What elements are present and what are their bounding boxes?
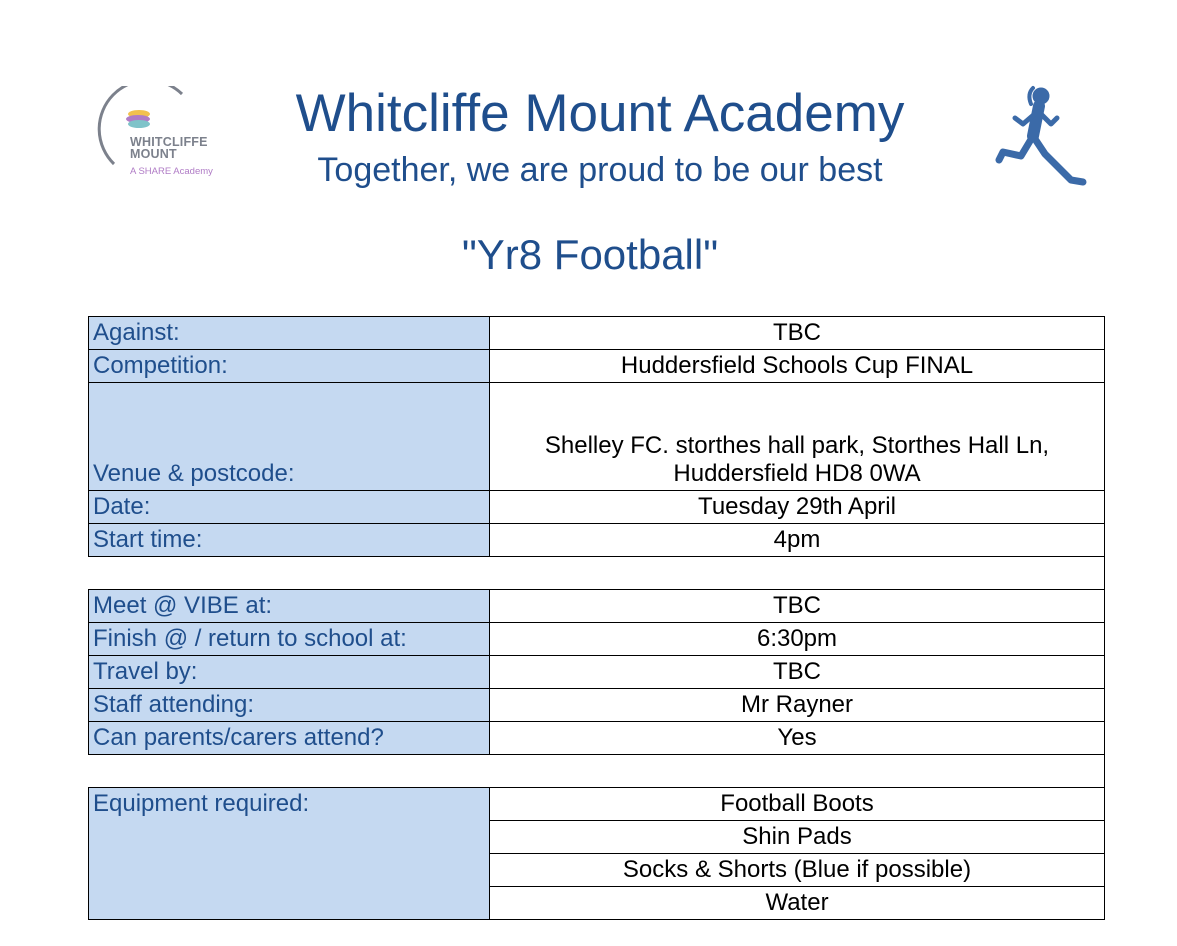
table-row (89, 656, 1105, 689)
label-against: Against: (89, 317, 490, 350)
school-logo (92, 86, 252, 186)
spacer-cell (490, 557, 1105, 590)
school-name: Whitcliffe Mount Academy (295, 84, 905, 143)
equipment-item: Football Boots (490, 788, 1105, 821)
value-staff: Mr Rayner (490, 689, 1105, 722)
runner-icon (993, 84, 1093, 192)
table-row (89, 350, 1105, 383)
label-travel: Travel by: (89, 656, 490, 689)
value-venue (490, 383, 1105, 491)
spacer-cell (89, 755, 490, 788)
spacer-cell (89, 557, 490, 590)
table-row (89, 524, 1105, 557)
label-venue: Venue & postcode: (89, 383, 490, 491)
venue-line-1: Shelley FC. storthes hall park, Storthes Hall Ln, (544, 432, 1050, 459)
value-meet: TBC (490, 590, 1105, 623)
table-row (89, 317, 1105, 350)
label-staff: Staff attending: (89, 689, 490, 722)
equipment-item: Water (490, 887, 1105, 920)
table-row (89, 689, 1105, 722)
logo-subtitle: A SHARE Academy (130, 166, 213, 177)
logo-wordmark: WHITCLIFFE MOUNT (130, 135, 208, 161)
table-row (89, 788, 1105, 821)
event-title: "Yr8 Football" (461, 231, 719, 278)
value-travel: TBC (490, 656, 1105, 689)
table-row (89, 590, 1105, 623)
value-start-time: 4pm (490, 524, 1105, 557)
value-parents: Yes (490, 722, 1105, 755)
venue-line-2: Huddersfield HD8 0WA (673, 460, 921, 487)
spacer-cell (490, 755, 1105, 788)
table-row (89, 383, 1105, 491)
label-meet: Meet @ VIBE at: (89, 590, 490, 623)
label-equipment: Equipment required: (89, 788, 490, 920)
label-parents: Can parents/carers attend? (89, 722, 490, 755)
value-against: TBC (490, 317, 1105, 350)
label-start-time: Start time: (89, 524, 490, 557)
value-finish: 6:30pm (490, 623, 1105, 656)
value-competition: Huddersfield Schools Cup FINAL (490, 350, 1105, 383)
label-date: Date: (89, 491, 490, 524)
label-finish: Finish @ / return to school at: (89, 623, 490, 656)
spacer-row (89, 557, 1105, 590)
table-row (89, 722, 1105, 755)
label-competition: Competition: (89, 350, 490, 383)
table-row (89, 491, 1105, 524)
equipment-item: Socks & Shorts (Blue if possible) (490, 854, 1105, 887)
school-motto: Together, we are proud to be our best (317, 151, 883, 189)
table-row (89, 623, 1105, 656)
spacer-row (89, 755, 1105, 788)
equipment-item: Shin Pads (490, 821, 1105, 854)
value-date: Tuesday 29th April (490, 491, 1105, 524)
event-details-table (88, 316, 1105, 920)
